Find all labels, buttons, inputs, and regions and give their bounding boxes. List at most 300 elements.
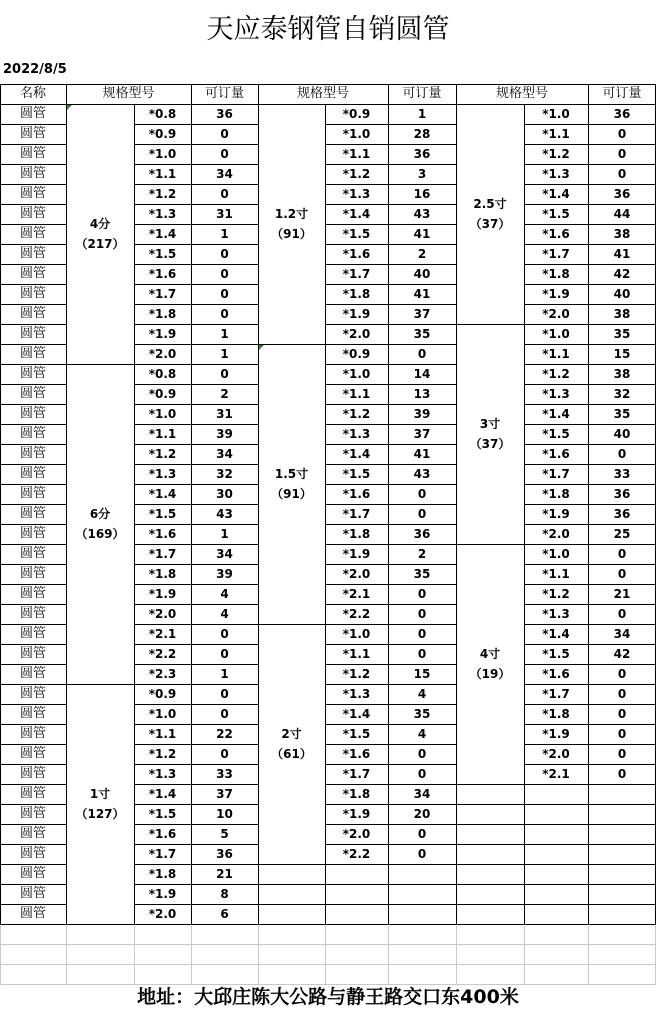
spec-cell: *1.0: [542, 327, 570, 341]
item-name-cell: 圆管: [19, 146, 46, 161]
header-qty-3: 可订量: [602, 86, 642, 101]
spec-cell: *1.7: [542, 687, 570, 701]
qty-cell: 35: [413, 327, 431, 341]
size-count: （61）: [271, 747, 312, 761]
spec-cell: *2.2: [342, 847, 371, 861]
qty-cell: 36: [216, 107, 233, 121]
spec-cell: *1.9: [148, 887, 177, 901]
item-name-cell: 圆管: [19, 326, 46, 341]
item-name-cell: 圆管: [19, 386, 46, 401]
item-name-cell: 圆管: [19, 226, 46, 241]
size-group-label: [258, 464, 325, 504]
size-group-label: [66, 214, 134, 254]
spec-cell: *0.9: [148, 127, 177, 141]
spec-cell: *1.5: [542, 207, 570, 221]
qty-cell: 42: [613, 647, 631, 661]
qty-cell: 20: [413, 807, 431, 821]
spec-cell: *1.4: [542, 187, 570, 201]
spec-cell: *1.5: [542, 427, 570, 441]
size-name: 1寸: [89, 787, 111, 801]
item-name-cell: 圆管: [19, 586, 46, 601]
spec-cell: *1.4: [542, 627, 570, 641]
item-name-cell: 圆管: [19, 406, 46, 421]
qty-cell: 0: [617, 447, 627, 461]
spec-cell: *1.1: [148, 167, 177, 181]
qty-cell: 0: [617, 607, 627, 621]
spec-cell: *1.3: [148, 467, 177, 481]
header-qty-2: 可订量: [402, 86, 442, 101]
qty-cell: 0: [220, 187, 229, 201]
qty-cell: 35: [613, 327, 631, 341]
item-name-cell: 圆管: [19, 426, 46, 441]
qty-cell: 0: [617, 707, 627, 721]
qty-cell: 5: [220, 827, 229, 841]
spec-cell: *1.9: [542, 727, 570, 741]
qty-cell: 0: [220, 687, 229, 701]
qty-cell: 35: [413, 707, 431, 721]
qty-cell: 37: [216, 787, 233, 801]
spec-cell: *1.7: [148, 287, 177, 301]
spec-cell: *1.9: [542, 287, 570, 301]
spec-cell: *2.0: [542, 527, 570, 541]
qty-cell: 0: [220, 367, 229, 381]
item-name-cell: 圆管: [19, 286, 46, 301]
spec-cell: *1.2: [342, 167, 371, 181]
spec-cell: *1.3: [148, 207, 177, 221]
spec-cell: *1.1: [148, 727, 177, 741]
cell-comment-marker: [67, 105, 72, 110]
qty-cell: 21: [216, 867, 233, 881]
header-qty-1: 可订量: [204, 86, 244, 101]
spec-cell: *1.5: [542, 647, 570, 661]
spec-cell: *2.1: [148, 627, 177, 641]
item-name-cell: 圆管: [19, 246, 46, 261]
qty-cell: 37: [413, 307, 431, 321]
spec-cell: *1.6: [342, 487, 371, 501]
item-name-cell: 圆管: [19, 466, 46, 481]
qty-cell: 0: [220, 127, 229, 141]
spec-cell: *2.1: [342, 587, 371, 601]
spec-cell: *1.0: [148, 147, 177, 161]
spec-cell: *1.1: [148, 427, 177, 441]
qty-cell: 0: [617, 747, 627, 761]
qty-cell: 31: [216, 407, 233, 421]
qty-cell: 40: [413, 267, 431, 281]
item-name-cell: 圆管: [19, 846, 46, 861]
qty-cell: 0: [220, 267, 229, 281]
qty-cell: 4: [220, 587, 229, 601]
spec-cell: *1.5: [148, 507, 177, 521]
qty-cell: 33: [613, 467, 631, 481]
spec-cell: *2.0: [148, 607, 177, 621]
spec-cell: *1.1: [342, 647, 371, 661]
spec-cell: *1.8: [342, 787, 371, 801]
qty-cell: 0: [417, 507, 427, 521]
qty-cell: 34: [613, 627, 631, 641]
qty-cell: 0: [617, 127, 627, 141]
spec-cell: *1.7: [542, 467, 570, 481]
header-spec-2: 规格型号: [296, 86, 349, 101]
qty-cell: 2: [417, 547, 427, 561]
spec-cell: *1.7: [148, 847, 177, 861]
spec-cell: *1.2: [542, 367, 570, 381]
size-group-label: [456, 194, 524, 234]
item-name-cell: 圆管: [19, 506, 46, 521]
spec-cell: *1.8: [542, 707, 570, 721]
item-name-cell: 圆管: [19, 486, 46, 501]
size-name: 2寸: [281, 727, 302, 741]
qty-cell: 39: [216, 427, 233, 441]
spec-cell: *1.0: [148, 407, 177, 421]
qty-cell: 42: [613, 267, 631, 281]
qty-cell: 10: [216, 807, 233, 821]
qty-cell: 40: [613, 427, 631, 441]
spec-cell: *1.0: [148, 707, 177, 721]
spec-cell: *1.9: [342, 307, 371, 321]
qty-cell: 16: [413, 187, 431, 201]
size-name: 6分: [89, 507, 111, 521]
size-name: 4分: [89, 217, 111, 231]
spec-cell: *1.6: [542, 447, 570, 461]
spec-cell: *1.5: [342, 727, 371, 741]
size-name: 2.5寸: [473, 197, 507, 211]
size-name: 3寸: [479, 417, 501, 431]
qty-cell: 32: [216, 467, 233, 481]
spec-cell: *1.7: [542, 247, 570, 261]
spec-cell: *0.9: [148, 687, 177, 701]
qty-cell: 0: [417, 767, 427, 781]
qty-cell: 13: [413, 387, 431, 401]
spec-cell: *1.8: [342, 527, 371, 541]
spec-cell: *2.3: [148, 667, 177, 681]
spec-cell: *1.2: [542, 147, 570, 161]
spec-cell: *1.4: [148, 787, 177, 801]
item-name-cell: 圆管: [19, 366, 46, 381]
spec-cell: *1.6: [148, 267, 177, 281]
spec-cell: *1.8: [342, 287, 371, 301]
spec-cell: *0.8: [148, 367, 177, 381]
qty-cell: 0: [617, 547, 627, 561]
spec-cell: *1.8: [148, 867, 177, 881]
size-count: （19）: [469, 667, 511, 681]
spec-cell: *1.9: [148, 327, 177, 341]
item-name-cell: 圆管: [19, 886, 46, 901]
qty-cell: 41: [413, 287, 431, 301]
item-name-cell: 圆管: [19, 746, 46, 761]
spec-cell: *1.2: [148, 187, 177, 201]
qty-cell: 35: [613, 407, 631, 421]
spec-cell: *1.0: [342, 127, 371, 141]
qty-cell: 3: [417, 167, 427, 181]
qty-cell: 0: [417, 747, 427, 761]
spec-cell: *1.7: [342, 267, 371, 281]
qty-cell: 0: [417, 607, 427, 621]
size-name: 4寸: [479, 647, 501, 661]
size-name: 1.5寸: [274, 467, 309, 481]
item-name-cell: 圆管: [19, 566, 46, 581]
spec-cell: *1.5: [342, 467, 371, 481]
qty-cell: 0: [617, 667, 627, 681]
qty-cell: 34: [216, 547, 233, 561]
qty-cell: 14: [413, 367, 431, 381]
size-group-label: [66, 504, 134, 544]
spec-cell: *1.4: [342, 207, 371, 221]
spec-cell: *2.2: [148, 647, 177, 661]
sheet-date: 2022/8/5: [3, 62, 67, 77]
qty-cell: 36: [613, 507, 631, 521]
spec-cell: *1.5: [342, 227, 371, 241]
spec-cell: *1.6: [542, 227, 570, 241]
qty-cell: 2: [417, 247, 427, 261]
spec-cell: *1.0: [542, 547, 570, 561]
qty-cell: 40: [613, 287, 631, 301]
spec-cell: *1.2: [342, 407, 371, 421]
qty-cell: 31: [216, 207, 233, 221]
spec-cell: *1.2: [542, 587, 570, 601]
spec-cell: *1.3: [342, 687, 371, 701]
item-name-cell: 圆管: [19, 266, 46, 281]
spec-cell: *1.4: [342, 447, 371, 461]
qty-cell: 4: [220, 607, 229, 621]
item-name-cell: 圆管: [19, 706, 46, 721]
item-name-cell: 圆管: [19, 786, 46, 801]
qty-cell: 0: [617, 567, 627, 581]
cell-comment-marker: [259, 345, 264, 350]
spec-cell: *0.9: [342, 107, 371, 121]
qty-cell: 38: [613, 227, 631, 241]
address-footer: 地址：大邱庄陈大公路与静王路交口东400米: [137, 986, 519, 1008]
spec-cell: *1.8: [148, 307, 177, 321]
qty-cell: 0: [220, 647, 229, 661]
spec-cell: *1.0: [342, 627, 371, 641]
qty-cell: 43: [413, 207, 431, 221]
spec-cell: *2.0: [148, 907, 177, 921]
qty-cell: 0: [417, 627, 427, 641]
spec-cell: *1.3: [148, 767, 177, 781]
qty-cell: 0: [417, 827, 427, 841]
spec-cell: *1.3: [542, 607, 570, 621]
item-name-cell: 圆管: [19, 686, 46, 701]
qty-cell: 0: [417, 847, 427, 861]
qty-cell: 34: [216, 447, 233, 461]
spec-cell: *1.1: [542, 127, 570, 141]
spec-cell: *1.1: [542, 347, 570, 361]
qty-cell: 36: [613, 107, 631, 121]
spec-cell: *2.0: [342, 827, 371, 841]
qty-cell: 0: [617, 147, 627, 161]
qty-cell: 41: [413, 227, 431, 241]
qty-cell: 43: [216, 507, 233, 521]
item-name-cell: 圆管: [19, 866, 46, 881]
spec-cell: *2.0: [342, 567, 371, 581]
qty-cell: 25: [613, 527, 631, 541]
spec-cell: *1.9: [542, 507, 570, 521]
qty-cell: 36: [216, 847, 233, 861]
spec-cell: *0.8: [148, 107, 177, 121]
qty-cell: 28: [413, 127, 431, 141]
qty-cell: 1: [417, 107, 427, 121]
qty-cell: 1: [220, 527, 229, 541]
spec-cell: *1.7: [342, 767, 371, 781]
size-count: （169）: [75, 527, 125, 541]
size-group-label: [66, 784, 134, 824]
qty-cell: 0: [417, 487, 427, 501]
header-spec-1: 规格型号: [102, 86, 155, 101]
item-name-cell: 圆管: [19, 666, 46, 681]
qty-cell: 15: [613, 347, 631, 361]
qty-cell: 30: [216, 487, 233, 501]
size-group-label: [258, 724, 325, 764]
item-name-cell: 圆管: [19, 346, 46, 361]
spec-cell: *1.7: [148, 547, 177, 561]
qty-cell: 36: [413, 527, 431, 541]
spec-cell: *1.5: [148, 807, 177, 821]
item-name-cell: 圆管: [19, 446, 46, 461]
item-name-cell: 圆管: [19, 626, 46, 641]
qty-cell: 1: [220, 347, 229, 361]
qty-cell: 44: [613, 207, 631, 221]
size-count: （217）: [75, 237, 125, 251]
spec-cell: *1.3: [542, 167, 570, 181]
qty-cell: 34: [413, 787, 431, 801]
qty-cell: 36: [413, 147, 431, 161]
qty-cell: 0: [617, 167, 627, 181]
qty-cell: 6: [220, 907, 229, 921]
qty-cell: 38: [613, 367, 631, 381]
qty-cell: 0: [417, 647, 427, 661]
spec-cell: *1.1: [342, 147, 371, 161]
spec-cell: *1.8: [542, 267, 570, 281]
spec-cell: *2.1: [542, 767, 570, 781]
spec-cell: *1.6: [342, 247, 371, 261]
spec-cell: *2.0: [542, 747, 570, 761]
spec-cell: *1.9: [342, 547, 371, 561]
qty-cell: 39: [216, 567, 233, 581]
qty-cell: 34: [216, 167, 233, 181]
spec-cell: *1.9: [148, 587, 177, 601]
item-name-cell: 圆管: [19, 826, 46, 841]
item-name-cell: 圆管: [19, 526, 46, 541]
item-name-cell: 圆管: [19, 186, 46, 201]
spec-cell: *2.0: [342, 327, 371, 341]
spec-cell: *1.6: [148, 827, 177, 841]
spec-cell: *1.4: [148, 227, 177, 241]
qty-cell: 36: [613, 187, 631, 201]
item-name-cell: 圆管: [19, 766, 46, 781]
spec-cell: *1.2: [148, 747, 177, 761]
size-group-label: [258, 204, 325, 244]
item-name-cell: 圆管: [19, 546, 46, 561]
size-count: （127）: [75, 807, 125, 821]
qty-cell: 4: [417, 727, 427, 741]
size-count: （37）: [469, 217, 511, 231]
qty-cell: 0: [220, 707, 229, 721]
header-spec-3: 规格型号: [495, 86, 548, 101]
spec-cell: *1.9: [342, 807, 371, 821]
spec-cell: *2.0: [542, 307, 570, 321]
qty-cell: 38: [613, 307, 631, 321]
spec-cell: *1.3: [342, 187, 371, 201]
spec-cell: *1.6: [542, 667, 570, 681]
spec-cell: *1.8: [148, 567, 177, 581]
item-name-cell: 圆管: [19, 166, 46, 181]
qty-cell: 0: [220, 247, 229, 261]
qty-cell: 1: [220, 227, 229, 241]
spec-cell: *1.1: [542, 567, 570, 581]
spec-cell: *1.3: [342, 427, 371, 441]
qty-cell: 35: [413, 567, 431, 581]
qty-cell: 36: [613, 487, 631, 501]
item-name-cell: 圆管: [19, 206, 46, 221]
qty-cell: 1: [220, 667, 229, 681]
size-group-label: [456, 414, 524, 454]
spec-cell: *1.2: [148, 447, 177, 461]
qty-cell: 41: [413, 447, 431, 461]
spec-cell: *2.2: [342, 607, 371, 621]
qty-cell: 8: [220, 887, 229, 901]
qty-cell: 15: [413, 667, 431, 681]
spec-cell: *1.0: [542, 107, 570, 121]
qty-cell: 4: [417, 687, 427, 701]
qty-cell: 37: [413, 427, 431, 441]
item-name-cell: 圆管: [19, 126, 46, 141]
spec-cell: *1.4: [542, 407, 570, 421]
size-group-label: [456, 644, 524, 684]
spec-cell: *0.9: [342, 347, 371, 361]
spec-cell: *1.8: [542, 487, 570, 501]
spec-cell: *1.4: [342, 707, 371, 721]
qty-cell: 33: [216, 767, 233, 781]
spec-cell: *1.5: [148, 247, 177, 261]
qty-cell: 0: [617, 767, 627, 781]
item-name-cell: 圆管: [19, 646, 46, 661]
item-name-cell: 圆管: [19, 306, 46, 321]
qty-cell: 22: [216, 727, 233, 741]
qty-cell: 2: [220, 387, 229, 401]
header-name: 名称: [19, 86, 46, 101]
qty-cell: 0: [220, 147, 229, 161]
spec-cell: *2.0: [148, 347, 177, 361]
spec-cell: *0.9: [148, 387, 177, 401]
sheet-title: 天应泰钢管自销圆管: [206, 14, 450, 45]
qty-cell: 0: [417, 347, 427, 361]
qty-cell: 0: [220, 747, 229, 761]
qty-cell: 32: [613, 387, 631, 401]
qty-cell: 0: [617, 727, 627, 741]
size-count: （91）: [271, 487, 312, 501]
qty-cell: 1: [220, 327, 229, 341]
qty-cell: 39: [413, 407, 431, 421]
qty-cell: 43: [413, 467, 431, 481]
item-name-cell: 圆管: [19, 806, 46, 821]
spec-cell: *1.0: [342, 367, 371, 381]
qty-cell: 0: [220, 287, 229, 301]
qty-cell: 0: [220, 627, 229, 641]
spec-cell: *1.6: [148, 527, 177, 541]
spec-cell: *1.1: [342, 387, 371, 401]
spec-cell: *1.7: [342, 507, 371, 521]
spec-cell: *1.3: [542, 387, 570, 401]
qty-cell: 21: [613, 587, 631, 601]
qty-cell: 0: [220, 307, 229, 321]
qty-cell: 0: [617, 687, 627, 701]
item-name-cell: 圆管: [19, 726, 46, 741]
item-name-cell: 圆管: [19, 906, 46, 921]
qty-cell: 0: [417, 587, 427, 601]
qty-cell: 41: [613, 247, 631, 261]
spec-cell: *1.2: [342, 667, 371, 681]
size-count: （91）: [271, 227, 312, 241]
